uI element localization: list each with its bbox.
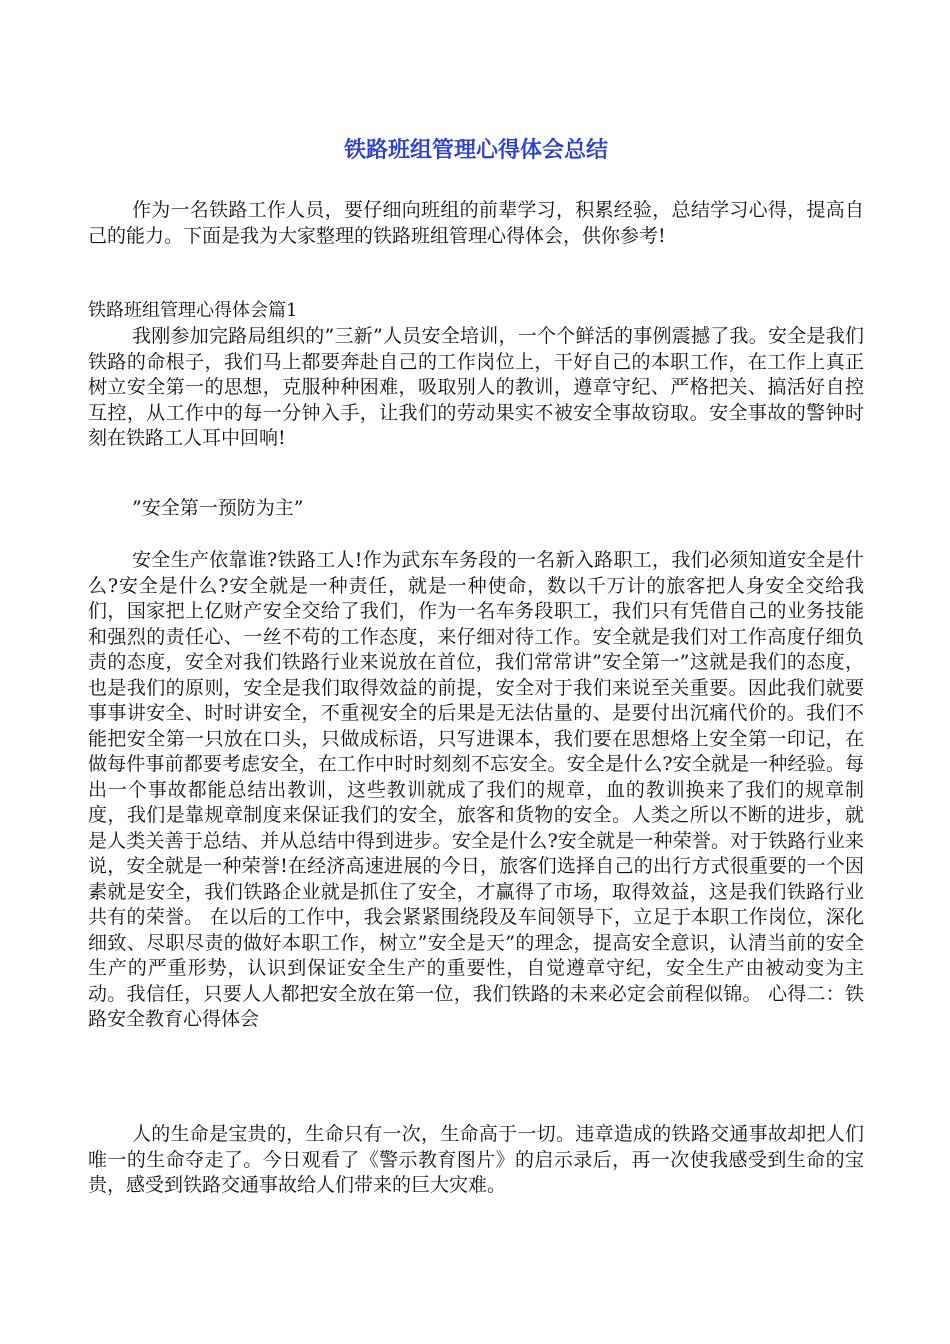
document-title: 铁路班组管理心得体会总结	[343, 138, 608, 163]
body-paragraph: 我刚参加完路局组织的”三新”人员安全培训，一个个鲜活的事例震撼了我。安全是我们铁路的命根子，我们马上都要奔赴自己的工作岗位上，干好自己的本职工作，在工作上真正树立安全第一的思想，克服种种困难，吸取别人的教训，遵章守纪、严格把关、搞活好自控互控，从工作中的每一分钟入手，让我们的劳动果实不被安全事故窃取。安全事故的警钟时刻在铁路工人耳中回响!	[88, 325, 864, 449]
body-paragraph: 人的生命是宝贵的，生命只有一次，生命高于一切。违章造成的铁路交通事故却把人们唯一的生命夺走了。今日观看了《警示教育图片》的启示录后，再一次使我感受到生命的宝贵，感受到铁路交通事故给人们带来的巨大灾难。	[88, 1123, 864, 1196]
document-page	[88, 0, 864, 1344]
intro-paragraph: 作为一名铁路工作人员，要仔细向班组的前辈学习，积累经验，总结学习心得，提高自己的能力。下面是我为大家整理的铁路班组管理心得体会，供你参考!	[88, 199, 864, 247]
motto-line: ”安全第一预防为主”	[132, 497, 304, 519]
body-paragraph: 安全生产依靠谁?铁路工人!作为武东车务段的一名新入路职工，我们必须知道安全是什么?安全是什么?安全就是一种责任，就是一种使命，数以千万计的旅客把人身安全交给我们，国家把上亿财产安全交给了我们，作为一名车务段职工，我们只有凭借自己的业务技能和强烈的责任心、一丝不苟的工作态度，来仔细对待工作。安全就是我们对工作高度仔细负责的态度，安全对我们铁路行业来说放在首位，我们常常讲”安全第一”这就是我们的态度，也是我们的原则，安全是我们取得效益的前提，安全对于我们来说至关重要。因此我们就要事事讲安全、时时讲安全，不重视安全的后果是无法估量的、是要付出沉痛代价的。我们不能把安全第一只放在口头，只做成标语，只写进课本，我们要在思想烙上安全第一印记，在做每件事前都要考虑安全，在工作中时时刻刻不忘安全。安全是什么?安全就是一种经验。每出一个事故都能总结出教训，这些教训就成了我们的规章，血的教训换来了我们的规章制度，我们是靠规章制度来保证我们的安全，旅客和货物的安全。人类之所以不断的进步，就是人类关善于总结、并从总结中得到进步。安全是什么?安全就是一种荣誉。对于铁路行业来说，安全就是一种荣誉!在经济高速进展的今日，旅客们选择自己的出行方式很重要的一个因素就是安全，我们铁路企业就是抓住了安全，才赢得了市场，取得效益，这是我们铁路行业共有的荣誉。 在以后的工作中，我会紧紧围绕段及车间领导下，立足于本职工作岗位，深化细致、尽职尽责的做好本职工作，树立”安全是天”的理念，提高安全意识，认清当前的安全生产的严重形势，认识到保证安全生产的重要性，自觉遵章守纪，安全生产由被动变为主动。我信任，只要人人都把安全放在第一位，我们铁路的未来必定会前程似锦。 心得二：铁路安全教育心得体会	[88, 549, 864, 1030]
section-heading: 铁路班组管理心得体会篇1	[88, 300, 298, 321]
